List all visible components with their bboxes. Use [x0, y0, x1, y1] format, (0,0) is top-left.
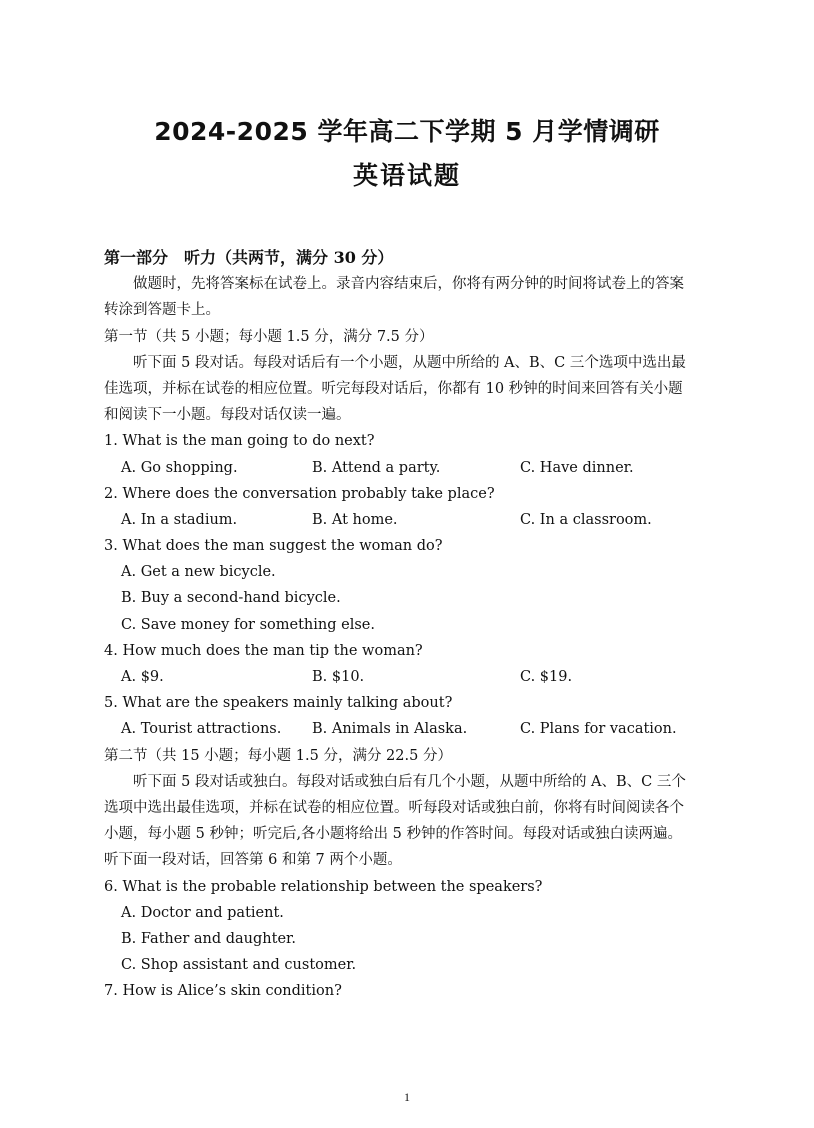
option-c: C. Have dinner.	[520, 459, 634, 476]
question-stem: 5. What are the speakers mainly talking about?	[104, 695, 453, 712]
option-c: C. Shop assistant and customer.	[121, 957, 357, 974]
option-c: C. $19.	[520, 669, 573, 685]
page-number: 1	[404, 1090, 410, 1104]
option-a: A. Doctor and patient.	[121, 904, 284, 921]
section1-instruction-line: 佳选项，并标在试卷的相应位置。听完每段对话后，你都有 10 秒钟的时间来回答有关小题	[104, 380, 683, 397]
section2-instruction-line: 选项中选出最佳选项，并标在试卷的相应位置。听每段对话或独白前，你将有时间阅读各个	[104, 799, 684, 816]
option-a: A. In a stadium.	[121, 511, 238, 528]
page-subtitle: 英语试题	[352, 161, 461, 190]
section2-instruction-line: 听下面 5 段对话或独白。每段对话或独白后有几个小题，从题中所给的 A、B、C 三个	[133, 773, 686, 790]
option-b: B. Animals in Alaska.	[312, 721, 468, 738]
options-row	[104, 716, 716, 742]
question-stem: 1. What is the man going to do next?	[104, 433, 375, 450]
option-b: B. Attend a party.	[312, 459, 441, 476]
options-row	[104, 455, 716, 481]
part1-heading: 第一部分 听力（共两节，满分 30 分）	[104, 248, 394, 267]
part1-intro-line: 做题时，先将答案标在试卷上。录音内容结束后，你将有两分钟的时间将试卷上的答案	[133, 276, 684, 293]
option-b: B. At home.	[312, 511, 398, 528]
option-b: B. Father and daughter.	[121, 930, 296, 947]
section1-heading: 第一节（共 5 小题；每小题 1.5 分，满分 7.5 分）	[104, 328, 434, 345]
option-c: C. In a classroom.	[520, 511, 652, 528]
option-b: B. $10.	[312, 669, 365, 685]
section1-instruction-line: 和阅读下一小题。每段对话仅读一遍。	[104, 407, 351, 424]
option-a: A. Tourist attractions.	[121, 721, 282, 738]
option-a: A. $9.	[121, 669, 164, 685]
exam-content	[104, 245, 716, 1004]
option-b: B. Buy a second-hand bicycle.	[121, 590, 341, 607]
question-stem: 7. How is Alice’s skin condition?	[104, 983, 342, 1000]
page-title: 2024-2025 学年高二下学期 5 月学情调研	[154, 117, 660, 146]
section2-instruction-line: 小题，每小题 5 秒钟；听完后,各小题将给出 5 秒钟的作答时间。每段对话或独白读两遍。	[104, 826, 682, 843]
question-stem: 3. What does the man suggest the woman do?	[104, 538, 443, 555]
option-c: C. Plans for vacation.	[520, 721, 677, 738]
question-stem: 2. Where does the conversation probably take place?	[104, 485, 495, 502]
option-a: A. Go shopping.	[121, 459, 238, 476]
options-row	[104, 664, 716, 690]
section2-instruction-line: 听下面一段对话，回答第 6 和第 7 两个小题。	[104, 852, 402, 869]
section1-instruction-line: 听下面 5 段对话。每段对话后有一个小题，从题中所给的 A、B、C 三个选项中选出最	[133, 354, 686, 371]
question-stem: 4. How much does the man tip the woman?	[104, 642, 423, 659]
option-c: C. Save money for something else.	[121, 616, 375, 633]
question-stem: 6. What is the probable relationship between the speakers?	[104, 878, 543, 895]
section2-heading: 第二节（共 15 小题；每小题 1.5 分，满分 22.5 分）	[104, 747, 452, 764]
options-row	[104, 507, 716, 533]
option-a: A. Get a new bicycle.	[121, 564, 276, 581]
part1-intro-line: 转涂到答题卡上。	[104, 302, 220, 319]
